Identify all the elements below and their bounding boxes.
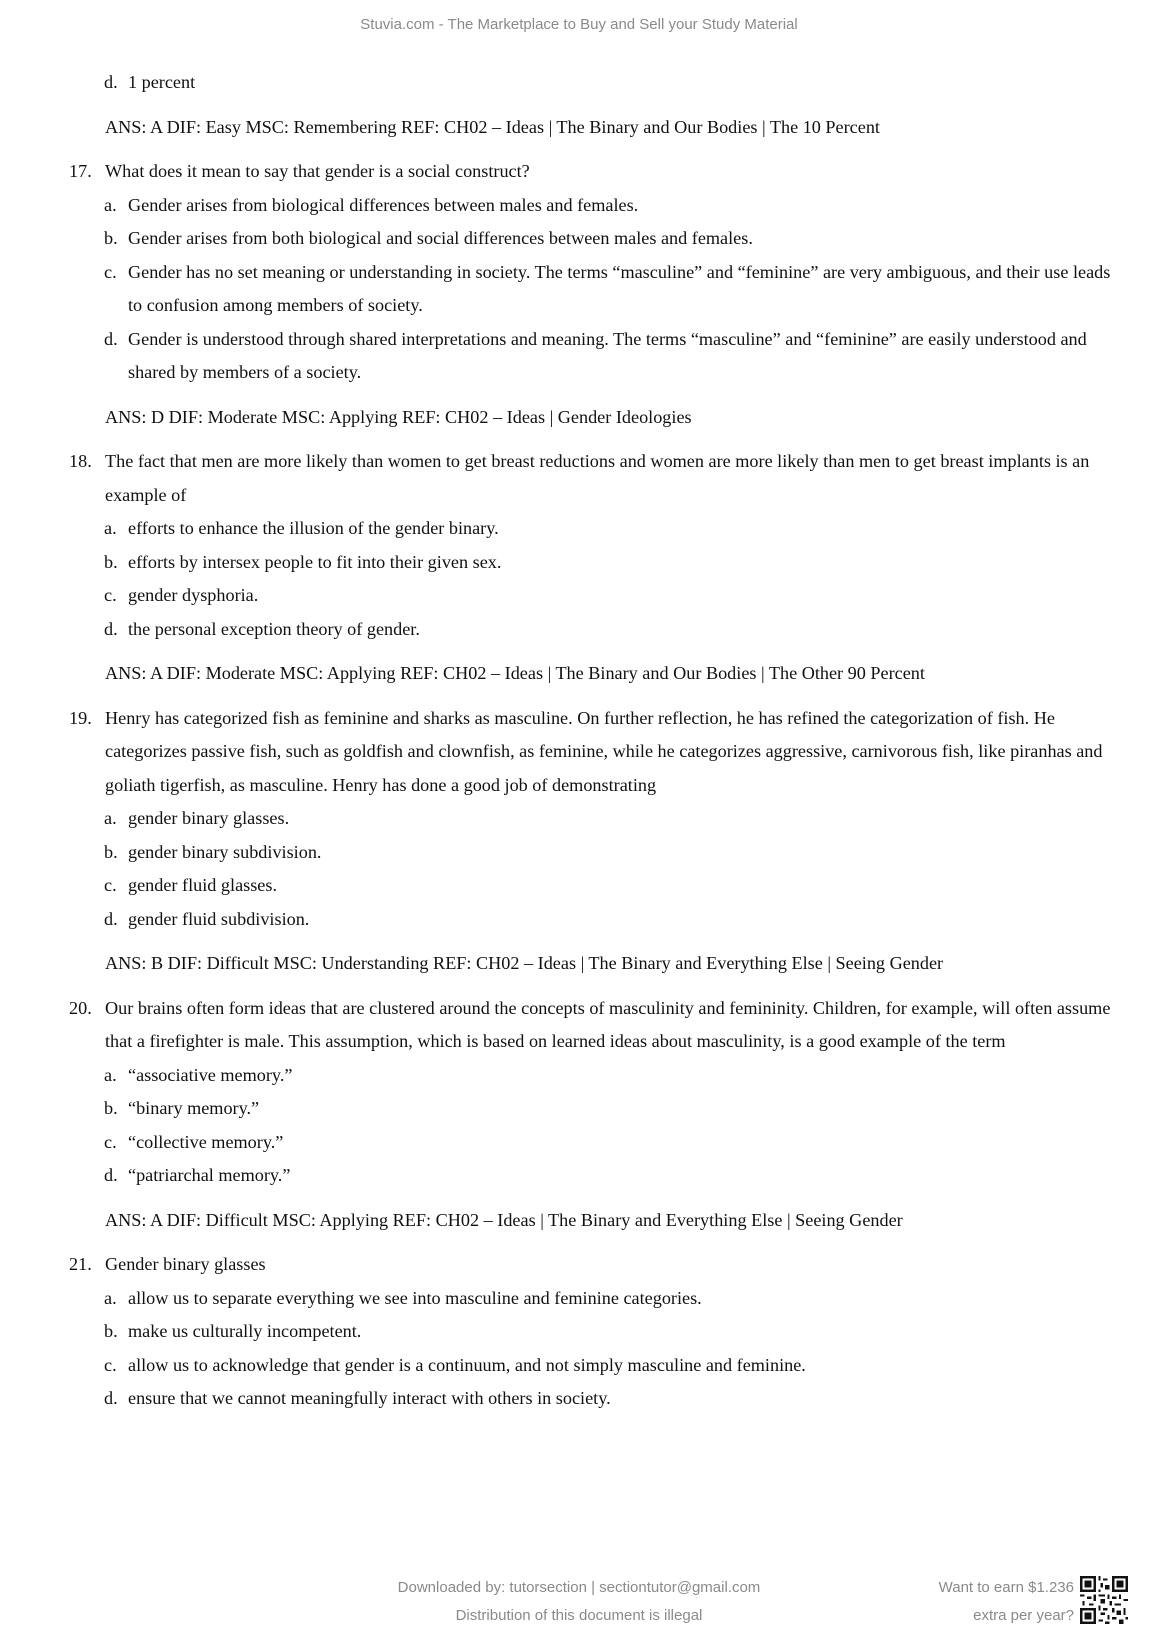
option-item <box>0 1126 1158 1160</box>
option-letter: b. <box>104 228 118 248</box>
option-item <box>0 1382 1158 1416</box>
footer-earn-line2[interactable]: extra per year? <box>973 1607 1074 1624</box>
answer-line: ANS: A DIF: Difficult MSC: Applying REF: CH02 – Ideas | The Binary and Everything Else | Seeing Gender <box>105 1209 903 1230</box>
option-item <box>0 546 1158 580</box>
option-letter: a. <box>104 194 117 215</box>
option-item <box>0 1059 1158 1093</box>
question-text: Our brains often form ideas that are clustered around the concepts of masculinity and femininity. Children, for example, will often assume that a firefighter is male. This assumption, which is based on learned ideas about masculinity, is a good example of the term <box>105 997 1111 1051</box>
question-item <box>0 702 1158 803</box>
option-letter: d. <box>104 1165 118 1185</box>
option-text: gender binary glasses. <box>128 808 290 828</box>
option-item <box>0 802 1158 836</box>
option-item <box>0 1092 1158 1126</box>
option-letter: d. <box>104 328 118 349</box>
option-letter: c. <box>104 1354 117 1375</box>
option-text: make us culturally incompetent. <box>128 1321 362 1341</box>
question-number: 21. <box>69 1254 92 1274</box>
option-item <box>0 222 1158 256</box>
footer-downloaded-by: Downloaded by: tutorsection | sectiontutor@gmail.com <box>397 1579 761 1596</box>
option-text: efforts by intersex people to fit into their given sex. <box>128 551 502 572</box>
option-item <box>0 323 1158 390</box>
question-item <box>0 992 1158 1059</box>
option-item <box>0 1315 1158 1349</box>
option-item <box>0 66 1158 100</box>
option-letter: b. <box>104 1098 118 1118</box>
option-text: Gender has no set meaning or understanding in society. The terms “masculine” and “feminine” are very ambiguous, and their use leads to confusion among members of society. <box>128 261 1111 315</box>
option-item <box>0 1349 1158 1383</box>
option-text: Gender is understood through shared interpretations and meaning. The terms “masculine” and “feminine” are easily understood and shared by members of a society. <box>128 328 1087 382</box>
page-header: Stuvia.com - The Marketplace to Buy and Sell your Study Material <box>360 16 798 33</box>
option-item <box>0 512 1158 546</box>
option-text: the personal exception theory of gender. <box>128 618 420 639</box>
option-letter: a. <box>104 518 117 538</box>
option-text: Gender arises from biological differences between males and females. <box>128 194 639 215</box>
option-item <box>0 836 1158 870</box>
option-text: “patriarchal memory.” <box>128 1165 291 1185</box>
option-letter: a. <box>104 1287 117 1308</box>
option-text: gender binary subdivision. <box>128 841 322 862</box>
question-text: What does it mean to say that gender is a social construct? <box>105 161 530 181</box>
option-text: gender dysphoria. <box>128 585 259 605</box>
option-item <box>0 903 1158 937</box>
option-letter: d. <box>104 72 118 92</box>
option-item <box>0 869 1158 903</box>
option-letter: b. <box>104 551 118 572</box>
option-text: ensure that we cannot meaningfully interact with others in society. <box>128 1388 611 1408</box>
option-item <box>0 613 1158 647</box>
answer-line: ANS: A DIF: Easy MSC: Remembering REF: CH02 – Ideas | The Binary and Our Bodies | The 10 Percent <box>105 116 880 137</box>
option-text: gender fluid subdivision. <box>128 908 310 929</box>
option-text: Gender arises from both biological and social differences between males and females. <box>128 228 753 248</box>
option-letter: c. <box>104 585 117 605</box>
option-text: efforts to enhance the illusion of the gender binary. <box>128 518 499 538</box>
option-item <box>0 189 1158 223</box>
option-letter: a. <box>104 1064 117 1085</box>
answer-line: ANS: B DIF: Difficult MSC: Understanding REF: CH02 – Ideas | The Binary and Everything Else | Seeing Gender <box>105 953 944 973</box>
option-text: “associative memory.” <box>128 1064 293 1085</box>
option-text: allow us to separate everything we see into masculine and feminine categories. <box>128 1287 702 1308</box>
answer-line: ANS: A DIF: Moderate MSC: Applying REF: CH02 – Ideas | The Binary and Our Bodies | The Other 90 Percent <box>105 663 925 683</box>
question-list <box>0 66 1158 1416</box>
footer-distribution-notice: Distribution of this document is illegal <box>455 1607 703 1624</box>
option-letter: d. <box>104 908 118 929</box>
answer-line: ANS: D DIF: Moderate MSC: Applying REF: CH02 – Ideas | Gender Ideologies <box>105 406 692 427</box>
question-number: 17. <box>69 161 92 181</box>
option-text: “binary memory.” <box>128 1098 260 1118</box>
footer-earn-promo[interactable] <box>939 1574 1074 1630</box>
question-item <box>0 155 1158 189</box>
option-letter: c. <box>104 1131 117 1152</box>
question-text: Gender binary glasses <box>105 1254 266 1274</box>
option-item <box>0 1282 1158 1316</box>
option-letter: a. <box>104 808 117 828</box>
option-text: gender fluid glasses. <box>128 875 277 895</box>
option-letter: d. <box>104 618 118 639</box>
question-item <box>0 1248 1158 1282</box>
question-number: 18. <box>69 451 92 471</box>
option-item <box>0 579 1158 613</box>
option-item <box>0 256 1158 323</box>
question-item <box>0 445 1158 512</box>
qr-code-icon[interactable] <box>1080 1576 1128 1624</box>
question-text: The fact that men are more likely than women to get breast reductions and women are more likely than men to get breast implants is an example of <box>105 451 1090 505</box>
question-number: 20. <box>69 997 92 1018</box>
option-letter: c. <box>104 261 117 282</box>
option-letter: c. <box>104 875 117 895</box>
question-text: Henry has categorized fish as feminine and sharks as masculine. On further reflection, he has refined the categorization of fish. He categorizes passive fish, such as goldfish and clownfish, as feminine, while he categorizes aggressive, carnivorous fish, like piranhas and goliath tigerfish, as masculine. Henry has done a good job of demonstrating <box>105 707 1103 795</box>
option-text: allow us to acknowledge that gender is a continuum, and not simply masculine and feminine. <box>128 1354 806 1375</box>
option-text: 1 percent <box>128 72 196 92</box>
option-letter: d. <box>104 1388 118 1408</box>
footer-earn-line1[interactable]: Want to earn $1.236 <box>938 1579 1074 1596</box>
option-text: “collective memory.” <box>128 1131 284 1152</box>
option-letter: b. <box>104 1321 118 1341</box>
question-number: 19. <box>69 707 92 728</box>
option-item <box>0 1159 1158 1193</box>
option-letter: b. <box>104 841 118 862</box>
